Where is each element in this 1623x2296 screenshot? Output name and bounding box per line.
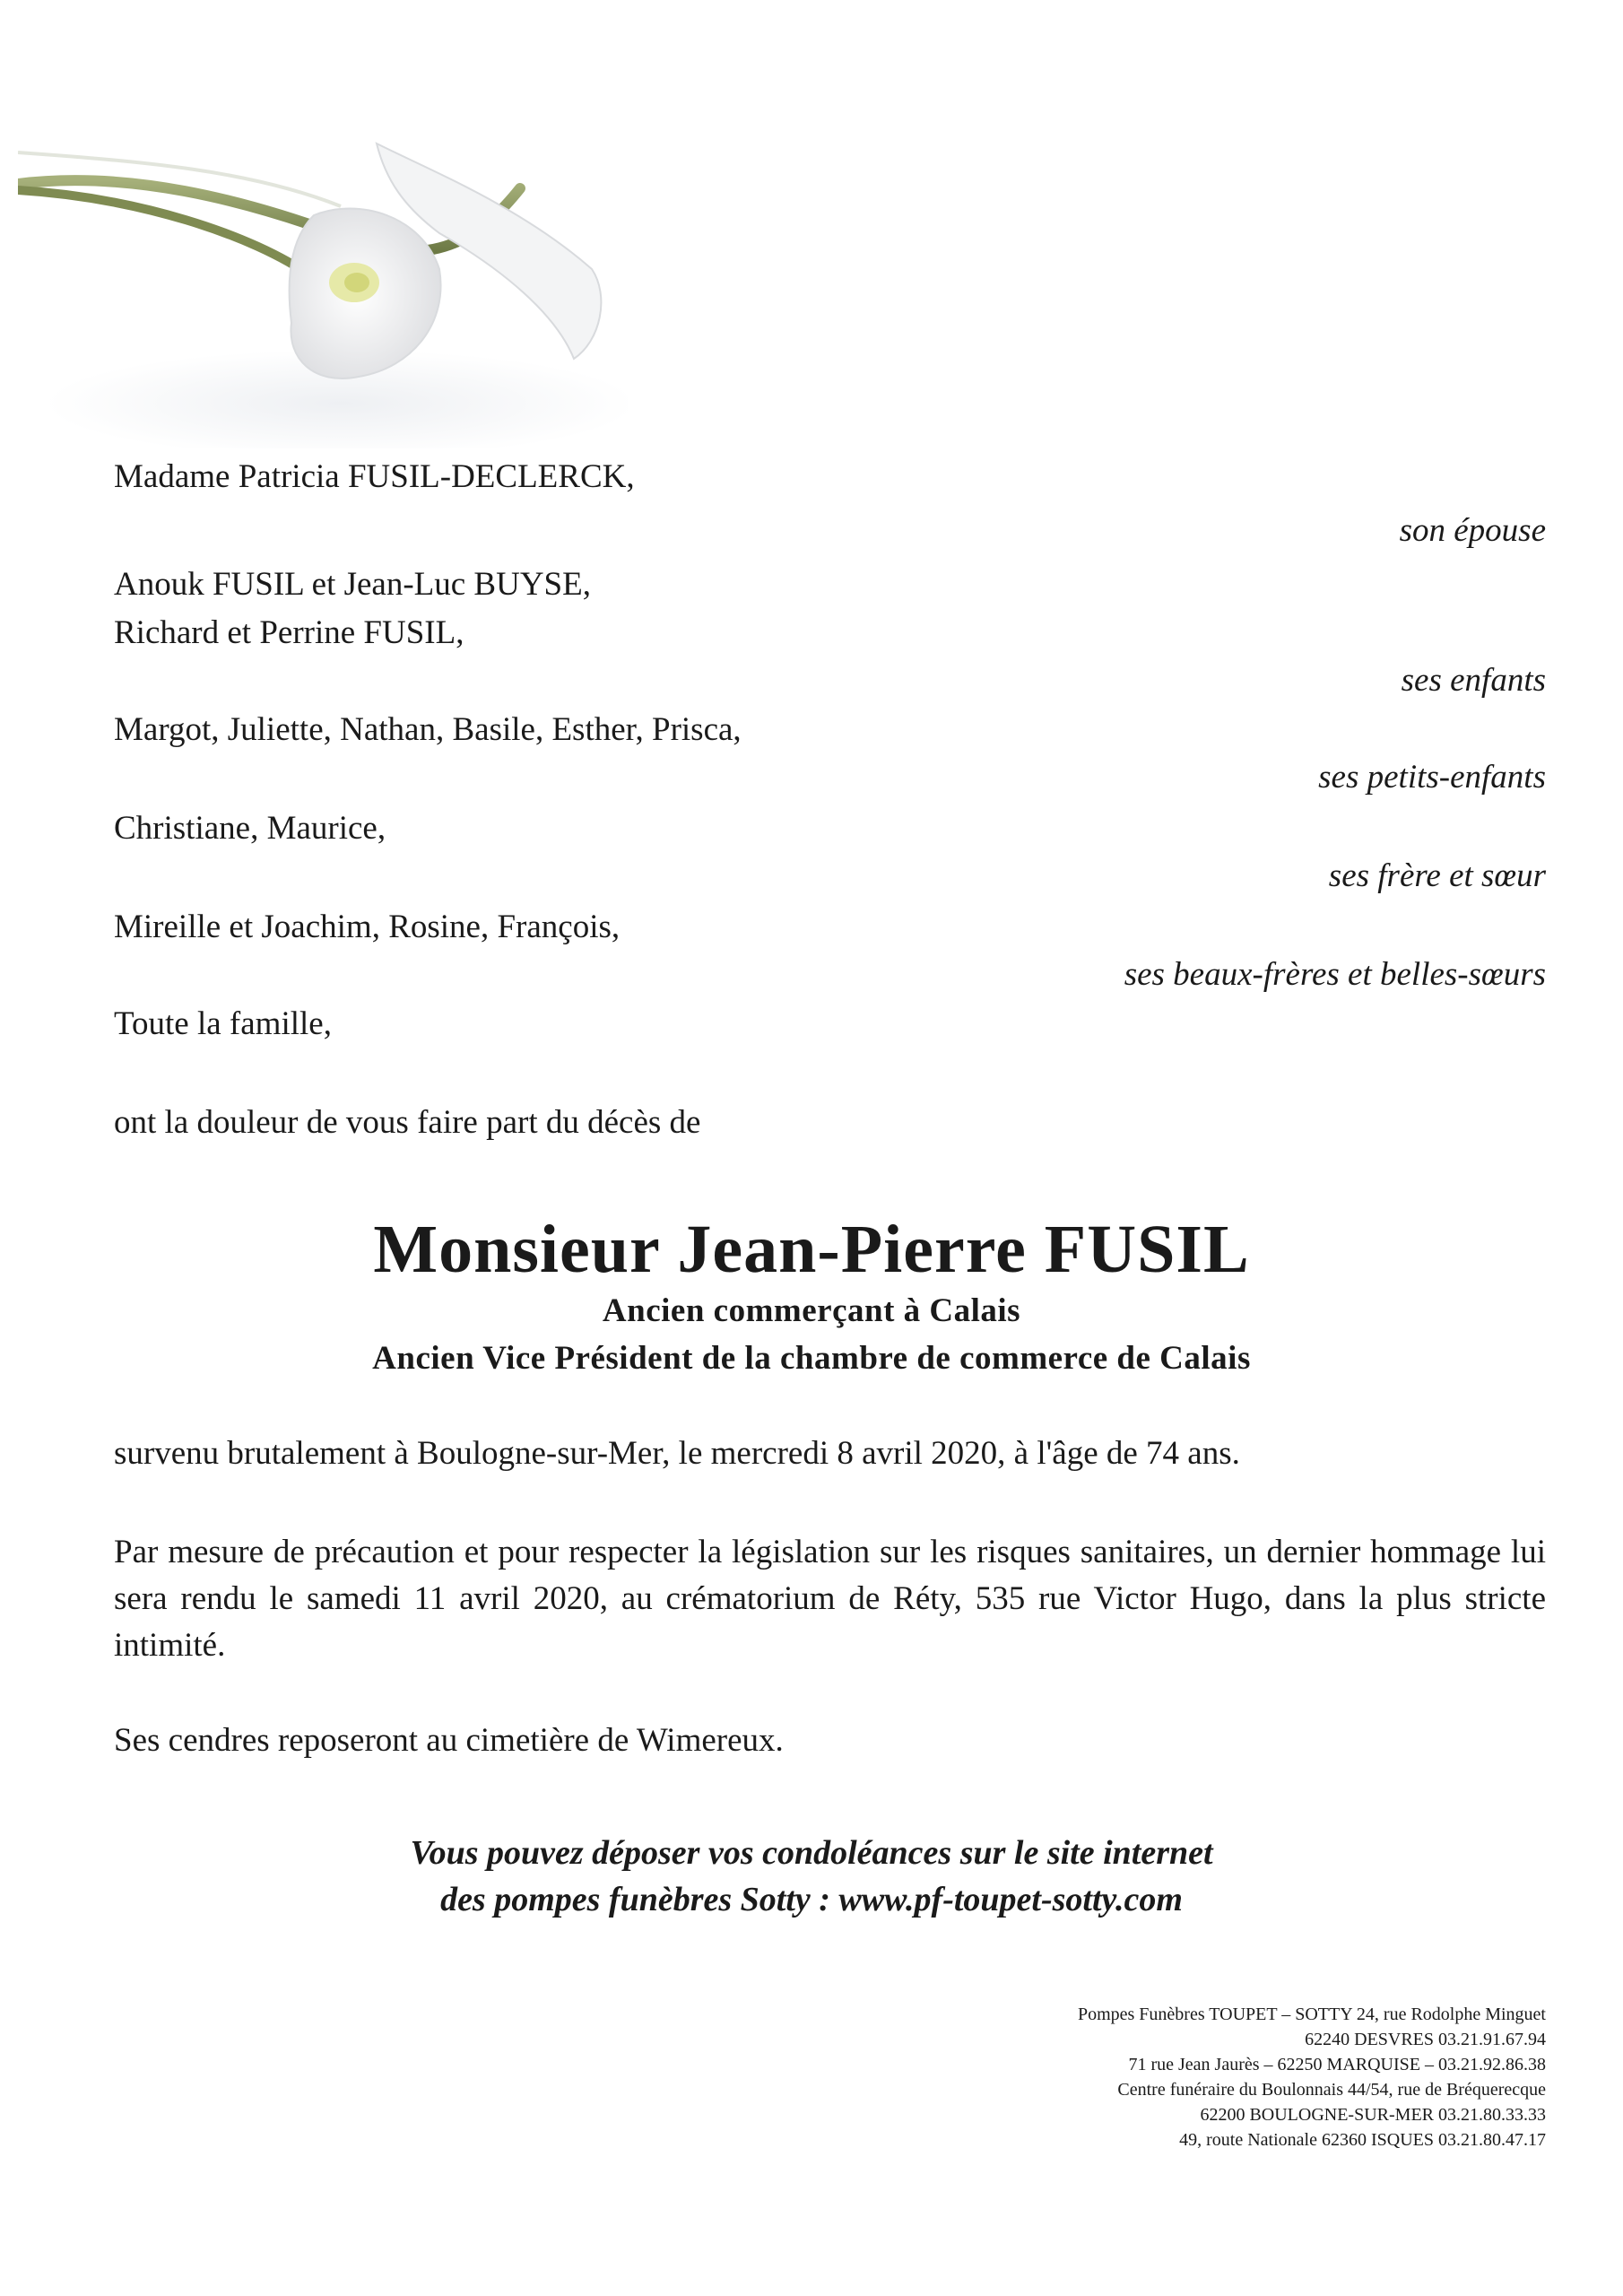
family-member-son: Richard et Perrine FUSIL, — [114, 614, 464, 651]
address-line: 62200 BOULOGNE-SUR-MER 03.21.80.33.33 — [1200, 2105, 1546, 2125]
funeral-home-address — [1078, 2002, 1546, 2152]
relation-children: ses enfants — [1401, 662, 1546, 699]
family-in-laws: Mireille et Joachim, Rosine, François, — [114, 909, 621, 945]
relation-grandchildren: ses petits-enfants — [1318, 759, 1546, 796]
death-paragraph: survenu brutalement à Boulogne-sur-Mer, le mercredi 8 avril 2020, à l'âge de 74 ans. — [114, 1435, 1240, 1472]
ceremony-paragraph: Par mesure de précaution et pour respecter la législation sur les risques sanitaires, un dernier hommage lui sera rendu le samedi 11 avril 2020, au crématorium de Réty, 535 rue Victor Hugo, dans la plus stricte intimité. — [114, 1534, 1546, 1664]
family-grandchildren: Margot, Juliette, Nathan, Basile, Esther, Prisca, — [114, 711, 742, 748]
calla-lily-image — [18, 135, 628, 448]
condolences-notice — [0, 1830, 1623, 1923]
ashes-paragraph: Ses cendres reposeront au cimetière de Wimereux. — [114, 1722, 784, 1759]
address-line: Centre funéraire du Boulonnais 44/54, rue de Bréquerecque — [1117, 2080, 1546, 2100]
relation-in-laws: ses beaux-frères et belles-sœurs — [1124, 956, 1546, 993]
address-line: 62240 DESVRES 03.21.91.67.94 — [1305, 2030, 1546, 2049]
address-line: 71 rue Jean Jaurès – 62250 MARQUISE – 03.21.92.86.38 — [1128, 2055, 1546, 2074]
relation-siblings: ses frère et sœur — [1328, 857, 1546, 894]
deceased-name: Monsieur Jean-Pierre FUSIL — [373, 1212, 1250, 1287]
relation-spouse: son épouse — [1399, 512, 1546, 549]
address-line: Pompes Funèbres TOUPET – SOTTY 24, rue Rodolphe Minguet — [1077, 2005, 1546, 2024]
family-siblings: Christiane, Maurice, — [114, 810, 386, 847]
deceased-title-1: Ancien commerçant à Calais — [602, 1292, 1021, 1329]
address-line: 49, route Nationale 62360 ISQUES 03.21.80.47.17 — [1179, 2130, 1546, 2150]
family-member-daughter: Anouk FUSIL et Jean-Luc BUYSE, — [114, 566, 591, 603]
family-member-spouse: Madame Patricia FUSIL-DECLERCK, — [114, 458, 635, 495]
deceased-title-2: Ancien Vice Président de la chambre de commerce de Calais — [372, 1340, 1251, 1377]
condolences-line-1: Vous pouvez déposer vos condoléances sur le site internet — [410, 1834, 1213, 1872]
family-all: Toute la famille, — [114, 1005, 332, 1042]
condolences-line-2: des pompes funèbres Sotty : www.pf-toupet-sotty.com — [440, 1881, 1183, 1918]
announcement-text: ont la douleur de vous faire part du décès de — [114, 1104, 701, 1141]
